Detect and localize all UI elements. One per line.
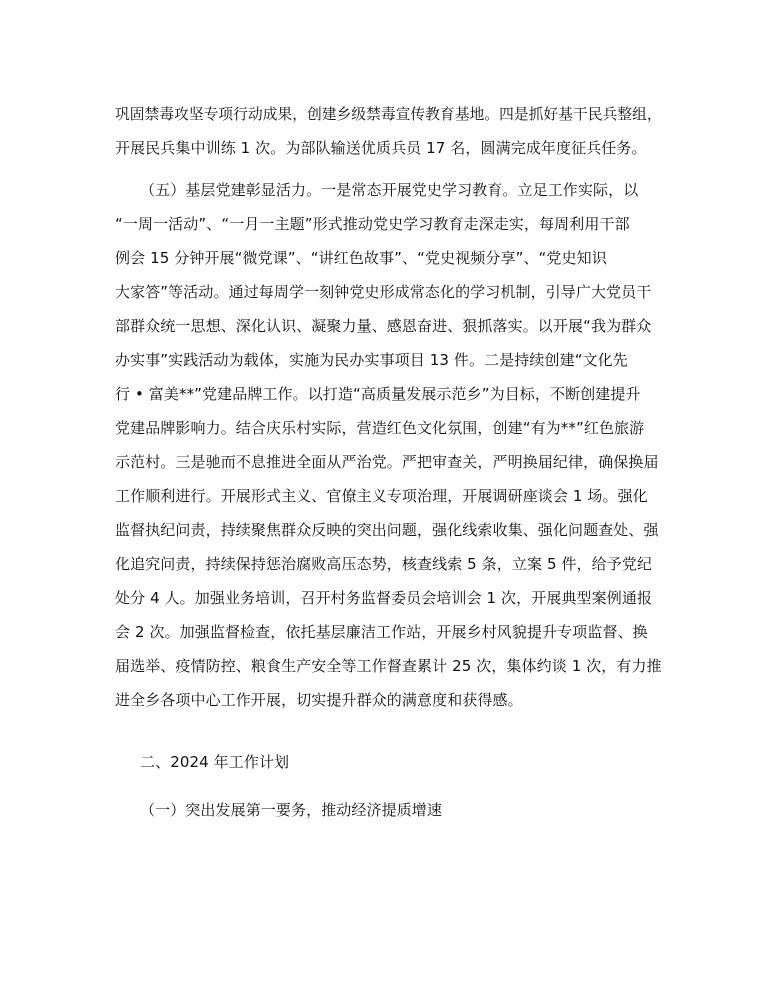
paragraph-line: 化追究问责，持续保持惩治腐败高压态势，核查线索 5 条，立案 5 件，给予党纪 <box>115 555 653 573</box>
section-two-heading: 二、2024 年工作计划 <box>140 753 290 771</box>
paragraph-line: 办实事”实践活动为载体，实施为民办实事项目 13 件。二是持续创建“文化先 <box>115 351 628 369</box>
paragraph-line: 处分 4 人。加强业务培训，召开村务监督委员会培训会 1 次，开展典型案例通报 <box>115 589 653 607</box>
paragraph-line: 例会 15 分钟开展“微党课”、“讲红色故事”、“党史视频分享”、“党史知识 <box>115 249 607 267</box>
paragraph-line: 部群众统一思想、深化认识、凝聚力量、感恩奋进、狠抓落实。以开展“我为群众 <box>115 317 652 335</box>
section-five-heading-line: （五）基层党建彰显活力。一是常态开展党史学习教育。立足工作实际，以 <box>140 181 639 199</box>
paragraph-line: 工作顺利进行。开展形式主义、官僚主义专项治理，开展调研座谈会 1 场。强化 <box>115 487 648 505</box>
paragraph-line: “一周一活动”、“一月一主题”形式推动党史学习教育走深走实，每周利用干部 <box>115 215 630 233</box>
paragraph-line: 开展民兵集中训练 1 次。为部队输送优质兵员 17 名，圆满完成年度征兵任务。 <box>115 139 647 157</box>
paragraph-line: 监督执纪问责，持续聚焦群众反映的突出问题，强化线索收集、强化问题查处、强 <box>115 521 659 539</box>
paragraph-line: 示范村。三是驰而不息推进全面从严治党。严把审查关，严明换届纪律，确保换届 <box>115 453 659 471</box>
paragraph-line: 巩固禁毒攻坚专项行动成果，创建乡级禁毒宣传教育基地。四是抓好基干民兵整组， <box>115 105 662 123</box>
paragraph-line: 会 2 次。加强监督检查，依托基层廉洁工作站，开展乡村风貌提升专项监督、换 <box>115 623 648 641</box>
paragraph-line: 行 • 富美**”党建品牌工作。以打造“高质量发展示范乡”为目标，不断创建提升 <box>115 385 641 403</box>
paragraph-line: 党建品牌影响力。结合庆乐村实际，营造红色文化氛围，创建“有为**”红色旅游 <box>115 419 645 437</box>
paragraph-line: 进全乡各项中心工作开展，切实提升群众的满意度和获得感。 <box>115 691 523 709</box>
paragraph-line: 届选举、疫情防控、粮食生产安全等工作督查累计 25 次，集体约谈 1 次，有力推 <box>115 657 662 675</box>
subsection-one-heading: （一）突出发展第一要务，推动经济提质增速 <box>140 801 443 819</box>
paragraph-line: 大家答”等活动。通过每周学一刻钟党史形成常态化的学习机制，引导广大党员干 <box>115 283 652 301</box>
